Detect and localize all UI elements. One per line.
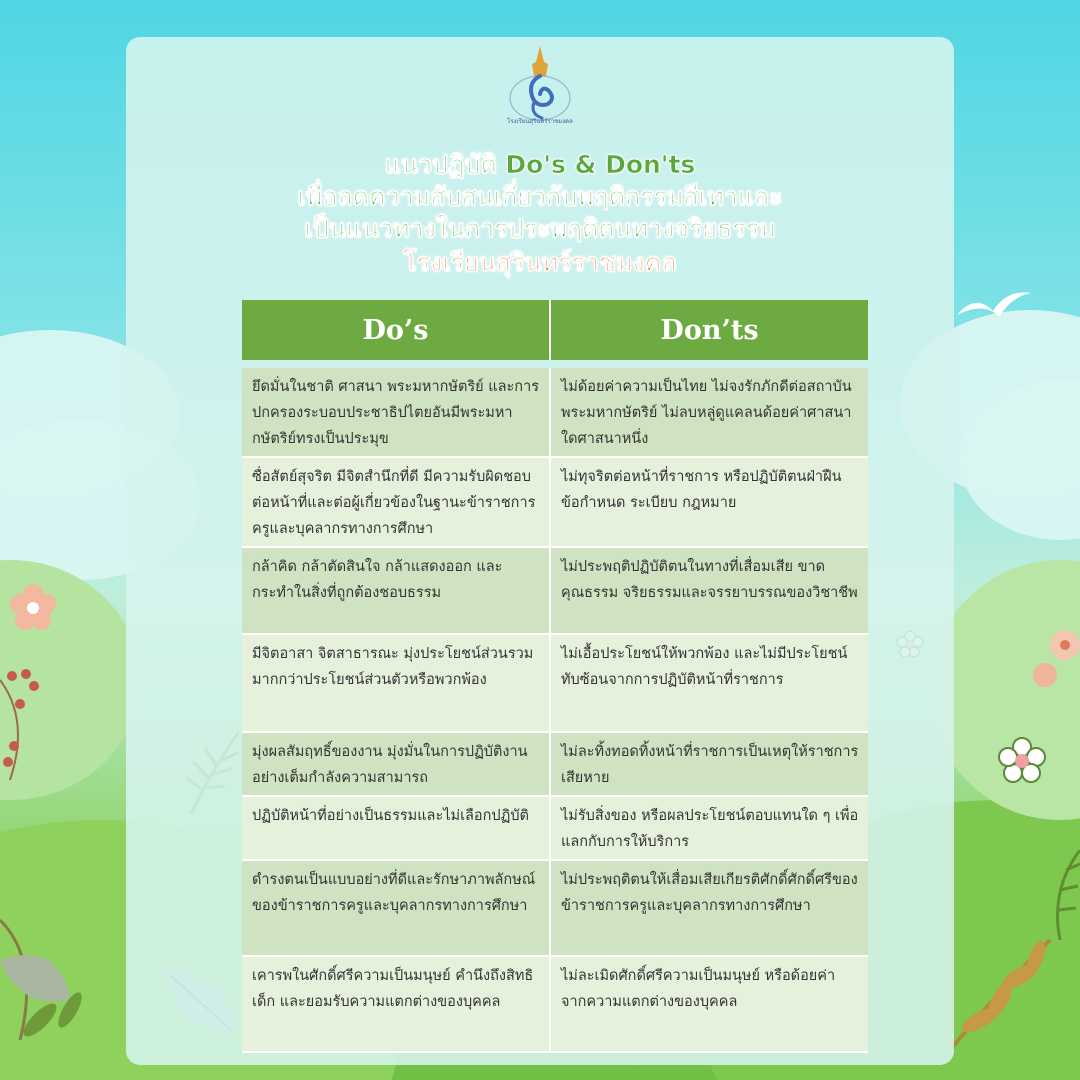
logo-caption: โรงเรียนสุรินทร์ราชมงคล	[507, 118, 573, 125]
table-row	[242, 457, 868, 547]
school-name: โรงเรียนสุรินทร์ราชมงคล	[403, 248, 677, 277]
table-row	[242, 956, 868, 1052]
table-spacer	[242, 360, 868, 368]
berry-branch-icon	[0, 660, 50, 790]
dont-cell: ไม่รับสิ่งของ หรือผลประโยชน์ตอบแทนใด ๆ เพื่อแลกกับการให้บริการ	[550, 796, 868, 860]
dos-donts-table	[242, 300, 868, 1053]
do-cell: ยึดมั่นในชาติ ศาสนา พระมหากษัตริย์ และการปกครองระบอบประชาธิปไตยอันมีพระมหากษัตริย์ทรงเป็นประมุข	[242, 368, 550, 457]
page-title-line-1: แนวปฏิบัติ Do's & Don'ts	[384, 150, 696, 179]
do-cell: กล้าคิด กล้าตัดสินใจ กล้าแสดงออก และกระทำในสิ่งที่ถูกต้องชอบธรรม	[242, 547, 550, 634]
do-cell: ปฏิบัติหน้าที่อย่างเป็นธรรมและไม่เลือกปฏิบัติ	[242, 796, 550, 860]
page-title-line-2: เพื่อลดความสับสนเกี่ยวกับพฤติกรรมสีเทาและ	[297, 182, 783, 211]
flower-icon	[8, 582, 58, 632]
dont-cell: ไม่ละเมิดศักดิ์ศรีความเป็นมนุษย์ หรือด้อยค่าจากความแตกต่างของบุคคล	[550, 956, 868, 1052]
dont-cell: ไม่เอื้อประโยชน์ให้พวกพ้อง และไม่มีประโยชน์ทับซ้อนจากการปฏิบัติหน้าที่ราชการ	[550, 634, 868, 732]
do-cell: มุ่งผลสัมฤทธิ์ของงาน มุ่งมั่นในการปฏิบัติงานอย่างเต็มกำลังความสามารถ	[242, 732, 550, 796]
leaf-icon	[1030, 850, 1080, 940]
dont-cell: ไม่ด้อยค่าความเป็นไทย ไม่จงรักภักดีต่อสถาบันพระมหากษัตริย์ ไม่ลบหลู่ดูแคลนด้อยค่าศาสนาใดศาสนาหนึ่ง	[550, 368, 868, 457]
leaf-icon	[0, 900, 120, 1050]
dont-cell: ไม่ละทิ้งทอดทิ้งหน้าที่ราชการเป็นเหตุให้ราชการเสียหาย	[550, 732, 868, 796]
table-row	[242, 547, 868, 634]
donts-header: Don’ts	[550, 300, 868, 360]
table-header-row	[242, 300, 868, 360]
table-row	[242, 860, 868, 956]
dont-cell: ไม่ประพฤติตนให้เสื่อมเสียเกียรติศักดิ์ศักดิ์ศรีของข้าราชการครูและบุคลากรทางการศึกษา	[550, 860, 868, 956]
flower-branch-icon	[1030, 615, 1080, 690]
school-logo-icon	[490, 42, 590, 126]
dont-cell: ไม่ประพฤติปฏิบัติตนในทางที่เสื่อมเสีย ขาดคุณธรรม จริยธรรมและจรรยาบรรณของวิชาชีพ	[550, 547, 868, 634]
do-cell: ซื่อสัตย์สุจริต มีจิตสำนึกที่ดี มีความรับผิดชอบต่อหน้าที่และต่อผู้เกี่ยวข้องในฐานะข้าราชการครูและบุคลากรทางการศึกษา	[242, 457, 550, 547]
table-row	[242, 796, 868, 860]
dos-header: Do’s	[242, 300, 550, 360]
flower-icon	[995, 735, 1050, 785]
page-title-line-3: เป็นแนวทางในการประพฤติตนทางจริยธรรม	[304, 214, 776, 243]
table-row	[242, 368, 868, 457]
do-cell: เคารพในศักดิ์ศรีความเป็นมนุษย์ คำนึงถึงสิทธิเด็ก และยอมรับความแตกต่างของบุคคล	[242, 956, 550, 1052]
leaf-icon	[940, 930, 1060, 1060]
do-cell: มีจิตอาสา จิตสาธารณะ มุ่งประโยชน์ส่วนรวมมากกว่าประโยชน์ส่วนตัวหรือพวกพ้อง	[242, 634, 550, 732]
dont-cell: ไม่ทุจริตต่อหน้าที่ราชการ หรือปฏิบัติตนฝ่าฝืนข้อกำหนด ระเบียบ กฎหมาย	[550, 457, 868, 547]
table-row	[242, 634, 868, 732]
do-cell: ดำรงตนเป็นแบบอย่างที่ดีและรักษาภาพลักษณ์ของข้าราชการครูและบุคลากรทางการศึกษา	[242, 860, 550, 956]
bird-icon	[955, 285, 1035, 325]
table-row	[242, 732, 868, 796]
